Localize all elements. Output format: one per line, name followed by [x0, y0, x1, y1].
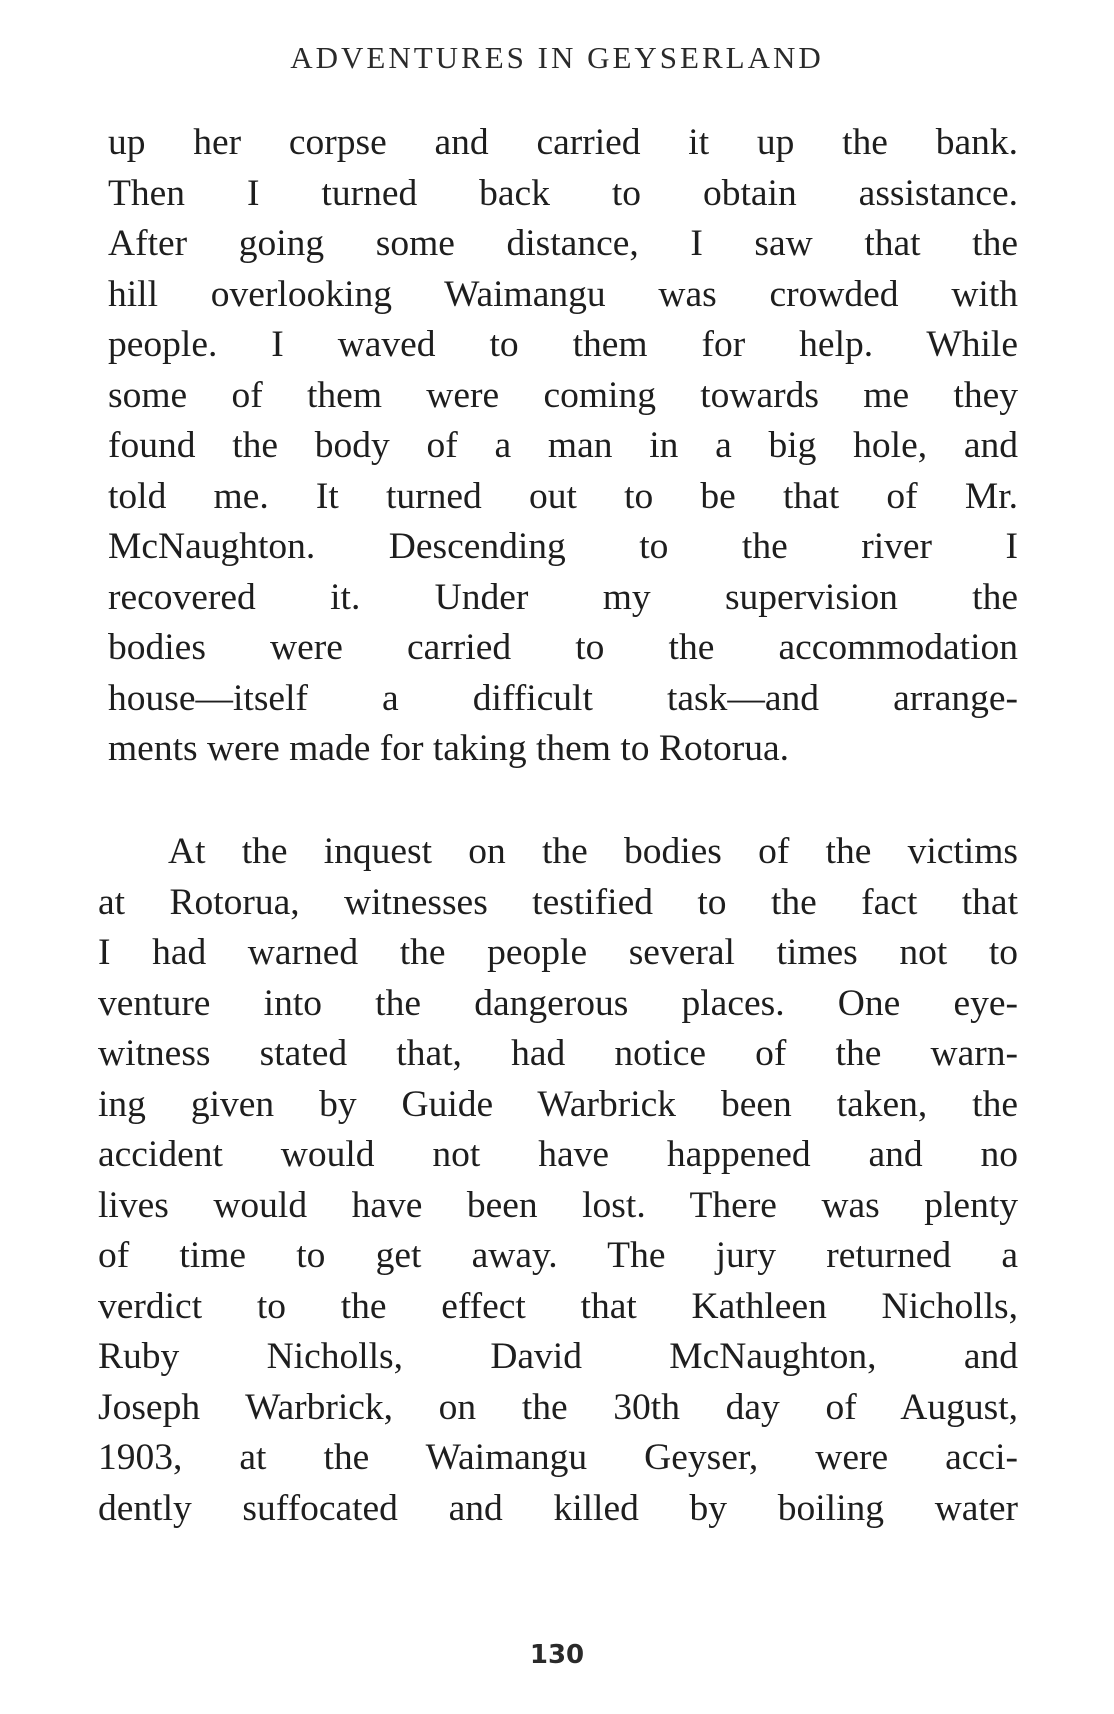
text-line: At the inquest on the bodies of the victims	[168, 831, 1018, 872]
page-number: 130	[529, 1640, 585, 1670]
text-line: bodies were carried to the accommodation	[108, 627, 1018, 668]
text-line: dently suffocated and killed by boiling water	[98, 1487, 1018, 1529]
text-line: accident would not have happened and no	[98, 1134, 1018, 1175]
paragraph-2	[98, 827, 1018, 1534]
text-line: McNaughton. Descending to the river I	[108, 526, 1018, 567]
text-line: verdict to the effect that Kathleen Nicholls,	[98, 1285, 1018, 1327]
text-line: After going some distance, I saw that the	[108, 223, 1018, 264]
text-line: up her corpse and carried it up the bank.	[108, 122, 1018, 163]
text-line: hill overlooking Waimangu was crowded with	[108, 273, 1018, 315]
text-line: people. I waved to them for help. While	[108, 324, 1018, 365]
text-line: recovered it. Under my supervision the	[108, 576, 1018, 618]
text-line: Ruby Nicholls, David McNaughton, and	[98, 1336, 1018, 1377]
text-line: told me. It turned out to be that of Mr.	[108, 475, 1018, 517]
text-line: ments were made for taking them to Rotorua.	[108, 728, 790, 769]
text-line: venture into the dangerous places. One eye-	[98, 982, 1018, 1024]
text-line: of time to get away. The jury returned a	[98, 1235, 1018, 1276]
text-line: ing given by Guide Warbrick been taken, the	[98, 1083, 1018, 1125]
paragraph-1	[108, 118, 1018, 775]
text-line: Joseph Warbrick, on the 30th day of August,	[98, 1386, 1018, 1428]
text-line: I had warned the people several times not to	[98, 932, 1018, 973]
text-line: witness stated that, had notice of the warn-	[98, 1033, 1018, 1074]
text-line: some of them were coming towards me they	[108, 374, 1018, 416]
text-line: house—itself a difficult task—and arrange-	[108, 677, 1018, 719]
text-line: Then I turned back to obtain assistance.	[108, 172, 1018, 214]
text-line: lives would have been lost. There was plenty	[98, 1184, 1018, 1226]
text-line: found the body of a man in a big hole, and	[108, 425, 1018, 466]
text-line: 1903, at the Waimangu Geyser, were acci-	[98, 1437, 1018, 1478]
running-head: ADVENTURES IN GEYSERLAND	[290, 40, 824, 75]
text-line: at Rotorua, witnesses testified to the fact that	[98, 881, 1018, 923]
